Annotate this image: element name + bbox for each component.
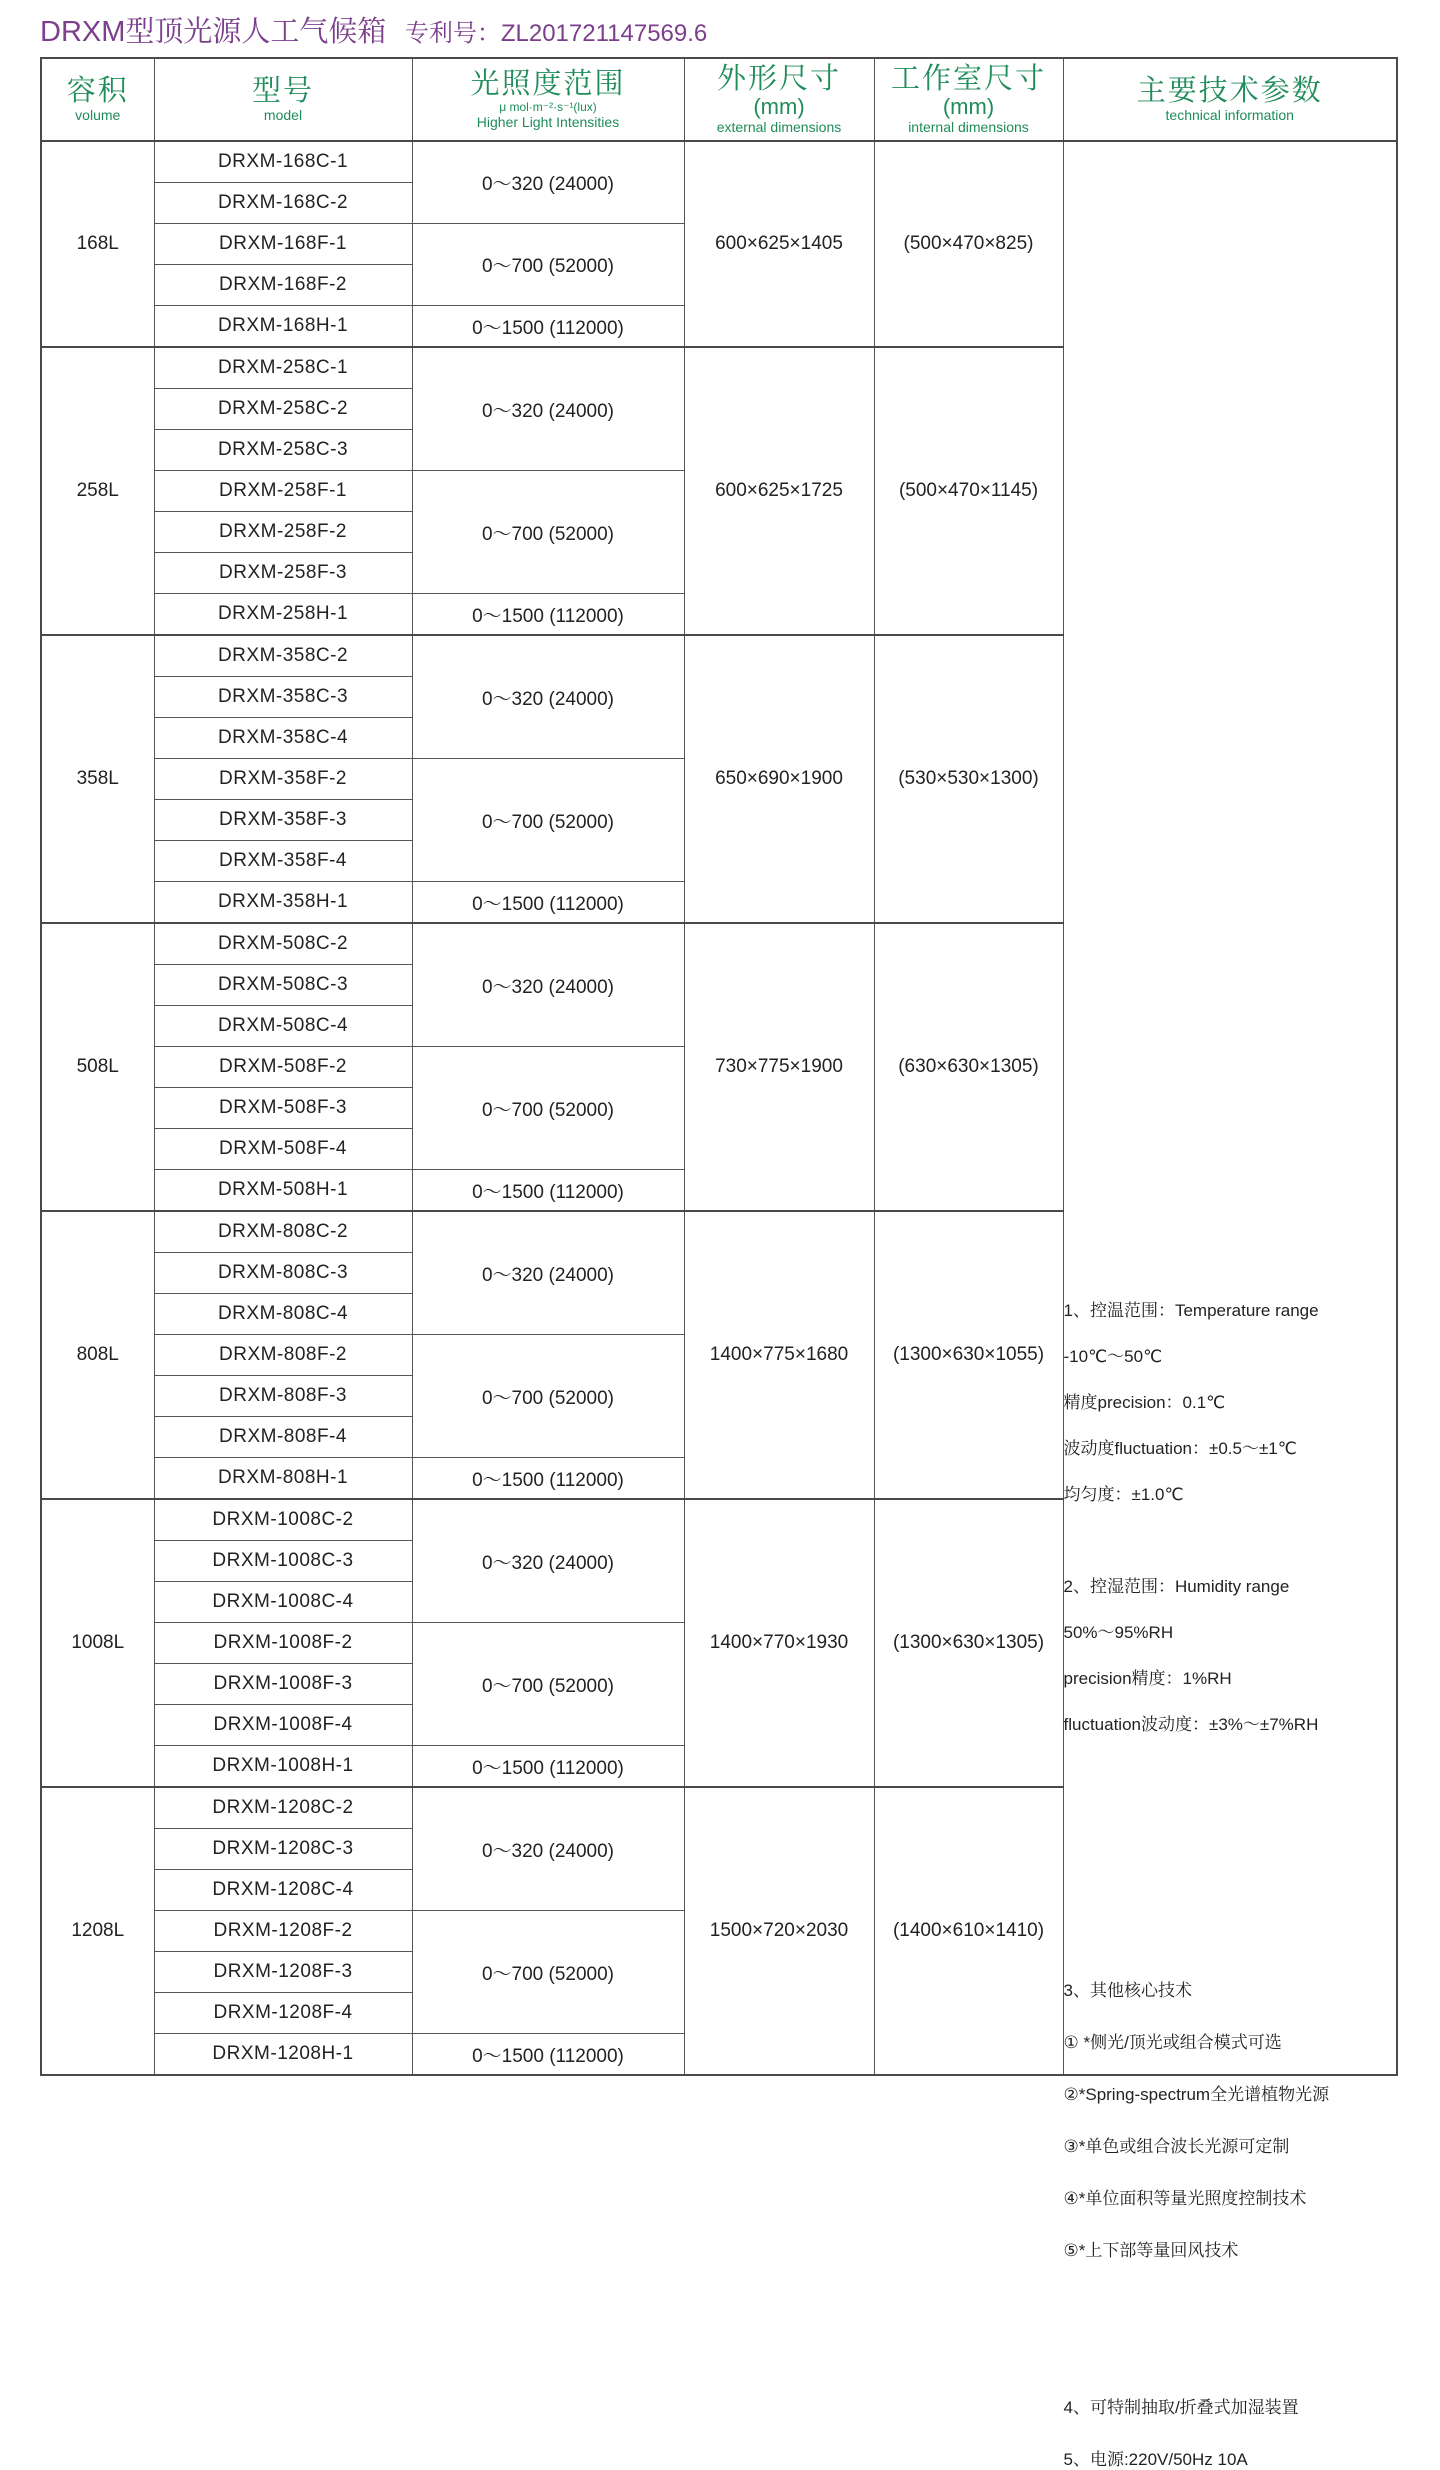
model-cell: DRXM-358F-3 [154, 800, 412, 841]
model-cell: DRXM-258F-1 [154, 471, 412, 512]
model-cell: DRXM-168H-1 [154, 306, 412, 348]
header-model: 型号 model [154, 58, 412, 141]
tech-info-line: 均匀度：±1.0℃ [1063, 1485, 1184, 1504]
light-range-cell: 0～1500 (112000) [412, 1170, 684, 1212]
model-cell: DRXM-808F-3 [154, 1376, 412, 1417]
model-cell: DRXM-808F-2 [154, 1335, 412, 1376]
model-cell: DRXM-1008F-2 [154, 1623, 412, 1664]
model-cell: DRXM-168C-1 [154, 141, 412, 183]
model-cell: DRXM-1208F-3 [154, 1952, 412, 1993]
model-cell: DRXM-808C-2 [154, 1211, 412, 1253]
external-dimensions-cell: 1400×770×1930 [684, 1499, 874, 1787]
model-cell: DRXM-358C-4 [154, 718, 412, 759]
spec-body [41, 141, 1397, 2469]
tech-info-line: ⑤*上下部等量回风技术 [1063, 2241, 1239, 2260]
light-range-cell: 0～1500 (112000) [412, 882, 684, 924]
model-cell: DRXM-258C-2 [154, 389, 412, 430]
header-tech: 主要技术参数 technical information [1063, 58, 1397, 141]
light-range-cell: 0～700 (52000) [412, 1335, 684, 1458]
volume-cell: 1208L [41, 1787, 154, 2075]
light-range-cell: 0～700 (52000) [412, 1911, 684, 2034]
model-cell: DRXM-1008F-4 [154, 1705, 412, 1746]
volume-cell: 358L [41, 635, 154, 923]
tech-info-line: ③*单色或组合波长光源可定制 [1063, 2137, 1290, 2156]
light-range-cell: 0～1500 (112000) [412, 594, 684, 636]
tech-info-line: ④*单位面积等量光照度控制技术 [1063, 2189, 1307, 2208]
light-range-cell: 0～700 (52000) [412, 1047, 684, 1170]
model-cell: DRXM-1008C-3 [154, 1541, 412, 1582]
internal-dimensions-cell: (1300×630×1055) [874, 1211, 1063, 1499]
internal-dimensions-cell: (530×530×1300) [874, 635, 1063, 923]
model-cell: DRXM-1208H-1 [154, 2034, 412, 2076]
model-cell: DRXM-508F-4 [154, 1129, 412, 1170]
volume-cell: 1008L [41, 1499, 154, 1787]
table-row [41, 141, 1397, 183]
model-cell: DRXM-168C-2 [154, 183, 412, 224]
model-cell: DRXM-808H-1 [154, 1458, 412, 1500]
model-cell: DRXM-1008C-4 [154, 1582, 412, 1623]
light-range-cell: 0～320 (24000) [412, 141, 684, 224]
model-cell: DRXM-258C-3 [154, 430, 412, 471]
header-internal: 工作室尺寸 (mm) internal dimensions [874, 58, 1063, 141]
document-title-bar [40, 12, 707, 52]
volume-cell: 258L [41, 347, 154, 635]
external-dimensions-cell: 1500×720×2030 [684, 1787, 874, 2075]
tech-info-line: ②*Spring-spectrum全光谱植物光源 [1063, 2085, 1330, 2104]
tech-info-line: 1、控温范围：Temperature range [1063, 1301, 1319, 1320]
tech-info-line: 3、其他核心技术 [1063, 1981, 1192, 2000]
tech-info-line: fluctuation波动度：±3%～±7%RH [1063, 1715, 1319, 1734]
light-range-cell: 0～1500 (112000) [412, 1746, 684, 1788]
model-cell: DRXM-808F-4 [154, 1417, 412, 1458]
model-cell: DRXM-808C-3 [154, 1253, 412, 1294]
model-cell: DRXM-258H-1 [154, 594, 412, 636]
header-external: 外形尺寸 (mm) external dimensions [684, 58, 874, 141]
light-range-cell: 0～320 (24000) [412, 923, 684, 1047]
volume-cell: 808L [41, 1211, 154, 1499]
tech-info-line: 50%～95%RH [1063, 1623, 1174, 1642]
spec-table [40, 57, 1398, 2469]
model-cell: DRXM-1208F-4 [154, 1993, 412, 2034]
model-cell: DRXM-1208C-3 [154, 1829, 412, 1870]
tech-info-line: 精度precision：0.1℃ [1063, 1393, 1226, 1412]
model-cell: DRXM-358C-2 [154, 635, 412, 677]
model-cell: DRXM-508C-3 [154, 965, 412, 1006]
model-cell: DRXM-258C-1 [154, 347, 412, 389]
header-row [41, 58, 1397, 141]
model-cell: DRXM-508C-2 [154, 923, 412, 965]
volume-cell: 168L [41, 141, 154, 347]
model-cell: DRXM-1208C-4 [154, 1870, 412, 1911]
light-range-cell: 0～700 (52000) [412, 759, 684, 882]
model-cell: DRXM-358F-2 [154, 759, 412, 800]
header-volume: 容积 volume [41, 58, 154, 141]
model-cell: DRXM-258F-2 [154, 512, 412, 553]
light-range-cell: 0～1500 (112000) [412, 306, 684, 348]
light-range-cell: 0～700 (52000) [412, 471, 684, 594]
tech-info-line: 4、可特制抽取/折叠式加湿装置 [1063, 2398, 1299, 2417]
external-dimensions-cell: 650×690×1900 [684, 635, 874, 923]
model-cell: DRXM-358F-4 [154, 841, 412, 882]
tech-info-line: 波动度fluctuation：±0.5～±1℃ [1063, 1439, 1297, 1458]
model-cell: DRXM-168F-1 [154, 224, 412, 265]
model-cell: DRXM-168F-2 [154, 265, 412, 306]
external-dimensions-cell: 600×625×1725 [684, 347, 874, 635]
light-range-cell: 0～320 (24000) [412, 347, 684, 471]
model-cell: DRXM-1208F-2 [154, 1911, 412, 1952]
internal-dimensions-cell: (630×630×1305) [874, 923, 1063, 1211]
model-cell: DRXM-1208C-2 [154, 1787, 412, 1829]
document-title: DRXM型顶光源人工气候箱 [40, 16, 387, 48]
volume-cell: 508L [41, 923, 154, 1211]
internal-dimensions-cell: (500×470×1145) [874, 347, 1063, 635]
model-cell: DRXM-258F-3 [154, 553, 412, 594]
model-cell: DRXM-1008H-1 [154, 1746, 412, 1788]
internal-dimensions-cell: (1300×630×1305) [874, 1499, 1063, 1787]
model-cell: DRXM-358H-1 [154, 882, 412, 924]
light-range-cell: 0～700 (52000) [412, 224, 684, 306]
light-range-cell: 0～1500 (112000) [412, 1458, 684, 1500]
light-range-cell: 0～320 (24000) [412, 1499, 684, 1623]
tech-info-line: precision精度：1%RH [1063, 1669, 1232, 1688]
model-cell: DRXM-508H-1 [154, 1170, 412, 1212]
model-cell: DRXM-358C-3 [154, 677, 412, 718]
light-range-cell: 0～320 (24000) [412, 635, 684, 759]
external-dimensions-cell: 1400×775×1680 [684, 1211, 874, 1499]
external-dimensions-cell: 600×625×1405 [684, 141, 874, 347]
light-range-cell: 0～1500 (112000) [412, 2034, 684, 2076]
tech-info-line: ① *侧光/顶光或组合模式可选 [1063, 2033, 1282, 2052]
model-cell: DRXM-508C-4 [154, 1006, 412, 1047]
external-dimensions-cell: 730×775×1900 [684, 923, 874, 1211]
header-light: 光照度范围 μ mol·m⁻²·s⁻¹(lux) Higher Light Intensities [412, 58, 684, 141]
model-cell: DRXM-508F-2 [154, 1047, 412, 1088]
patent-number: 专利号：ZL201721147569.6 [404, 20, 708, 47]
internal-dimensions-cell: (500×470×825) [874, 141, 1063, 347]
technical-info-cell [1063, 141, 1397, 2469]
tech-info-line: 2、控湿范围：Humidity range [1063, 1577, 1290, 1596]
internal-dimensions-cell: (1400×610×1410) [874, 1787, 1063, 2075]
model-cell: DRXM-1008F-3 [154, 1664, 412, 1705]
model-cell: DRXM-508F-3 [154, 1088, 412, 1129]
model-cell: DRXM-1008C-2 [154, 1499, 412, 1541]
light-range-cell: 0～700 (52000) [412, 1623, 684, 1746]
light-range-cell: 0～320 (24000) [412, 1211, 684, 1335]
tech-info-line: -10℃～50℃ [1063, 1347, 1163, 1366]
model-cell: DRXM-808C-4 [154, 1294, 412, 1335]
tech-info-line: 5、电源:220V/50Hz 10A [1063, 2450, 1248, 2469]
light-range-cell: 0～320 (24000) [412, 1787, 684, 1911]
